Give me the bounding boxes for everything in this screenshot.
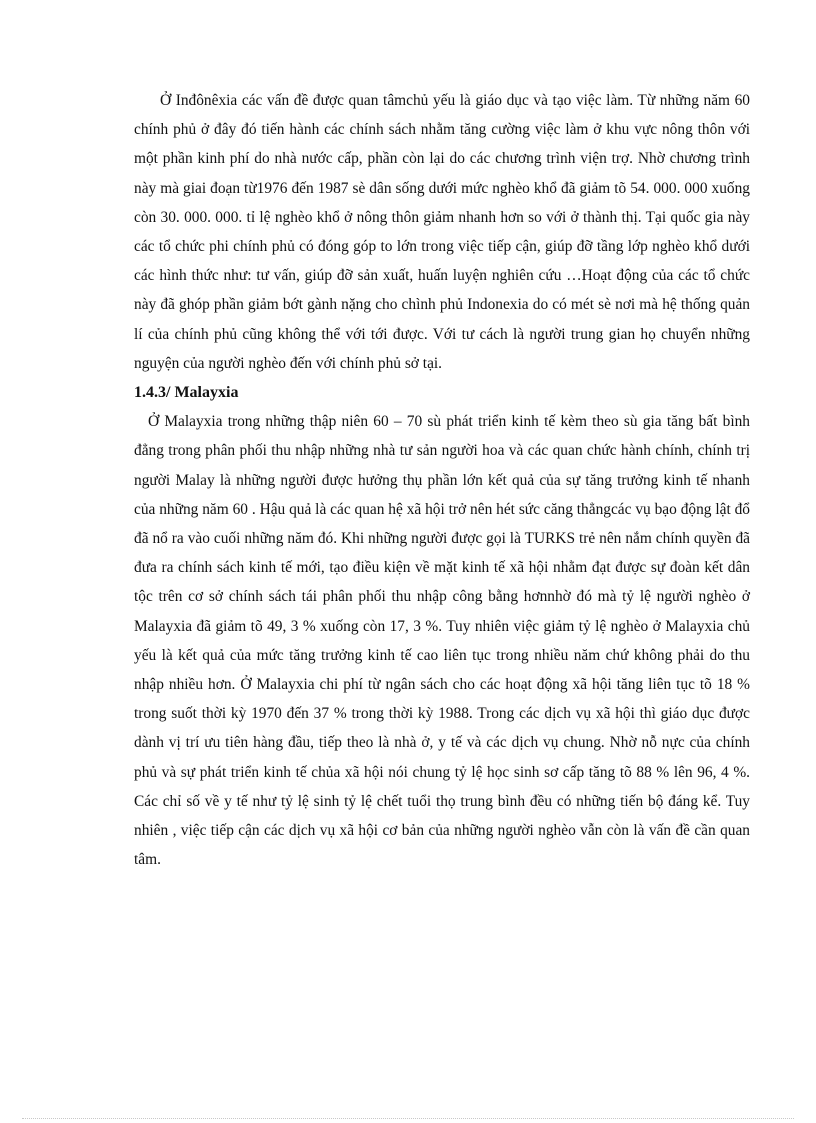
page-bottom-divider — [22, 1118, 794, 1119]
paragraph-indonesia: Ở Inđônêxia các vấn đề được quan tâmchủ yếu là giáo dục và tạo việc làm. Từ những năm 60 chính phủ ở đây đó tiến hành các chính sách nhằm tăng cường việc làm ở khu vực nông thôn với một phần kinh phí do nhà nước cấp, phần còn lại do các chương trình viện trợ. Nhờ chương trình này mà giai đoạn từ1976 đến 1987 sè dân sống dưới mức nghèo khổ đã giảm tõ 54. 000. 000 xuống còn 30. 000. 000. tỉ lệ nghèo khổ ở nông thôn giảm nhanh hơn so với ở thành thị. Tại quốc gia này các tổ chức phi chính phủ có đóng góp to lớn trong việc tiếp cận, giúp đỡ tầng lớp nghèo khổ dưới các hình thức như: tư vấn, giúp đỡ sản xuất, huấn luyện nghiên cứu …Hoạt động của các tổ chức này đã ghóp phần giảm bớt gành nặng cho chình phủ Indonexia do có mét sè nơi mà hệ thống quản lí của chính phủ cũng không thể với tới được. Với tư cách là người trung gian họ chuyển những nguyện của người nghèo đến với chính phủ sở tại. — [134, 92, 750, 372]
document-page — [134, 86, 750, 874]
paragraph-malaysia: Ở Malayxia trong những thập niên 60 – 70 sù phát triển kinh tế kèm theo sù gia tăng bất bình đẳng trong phân phối thu nhập những nhà tư sản người hoa và các quan chức hành chính, chính trị người Malay là những người được hưởng thụ phần lớn kết quả của sự tăng trưởng kinh tế nhanh của những năm 60 . Hậu quả là các quan hệ xã hội trở nên hét sức căng thẳngcác vụ bạo động lật đổ đã nổ ra vào cuối những năm đó. Khi những người được gọi là TURKS trẻ nên nắm chính quyền đã đưa ra chính sách kinh tế mới, tạo điều kiện về mặt kinh tế xã hội nhằm đạt được sự đoàn kết dân tộc trên cơ sở chính sách tái phân phối thu nhập công bằng hơnnhờ đó mà tỷ lệ người nghèo ở Malayxia đã giảm tõ 49, 3 % xuống còn 17, 3 %. Tuy nhiên việc giảm tỷ lệ nghèo ở Malayxia chủ yếu là kết quả của mức tăng trưởng kinh tế cao liên tục trong nhiều năm chứ không phải do thu nhập nhiều hơn. Ở Malayxia chi phí từ ngân sách cho các hoạt động xã hội tăng liên tục tõ 18 % trong suốt thời kỳ 1970 đến 37 % trong thời kỳ 1988. Trong các dịch vụ xã hội thì giáo dục được dành vị trí ưu tiên hàng đầu, tiếp theo là nhà ở, y tế và các dịch vụ chung. Nhờ nỗ nực của chính phủ và sự phát triển kinh tế chủa xã hội nói chung tỷ lệ học sinh sơ cấp tăng tõ 88 % lên 96, 4 %. Các chỉ số về y tế như tỷ lệ sinh tỷ lệ chết tuổi thọ trung bình đều có những tiến bộ đáng kể. Tuy nhiên , việc tiếp cận các dịch vụ xã hội cơ bản của những người nghèo vẫn còn là vấn đề cần quan tâm. — [134, 413, 750, 869]
section-heading-malaysia: 1.4.3/ Malayxia — [134, 384, 239, 402]
